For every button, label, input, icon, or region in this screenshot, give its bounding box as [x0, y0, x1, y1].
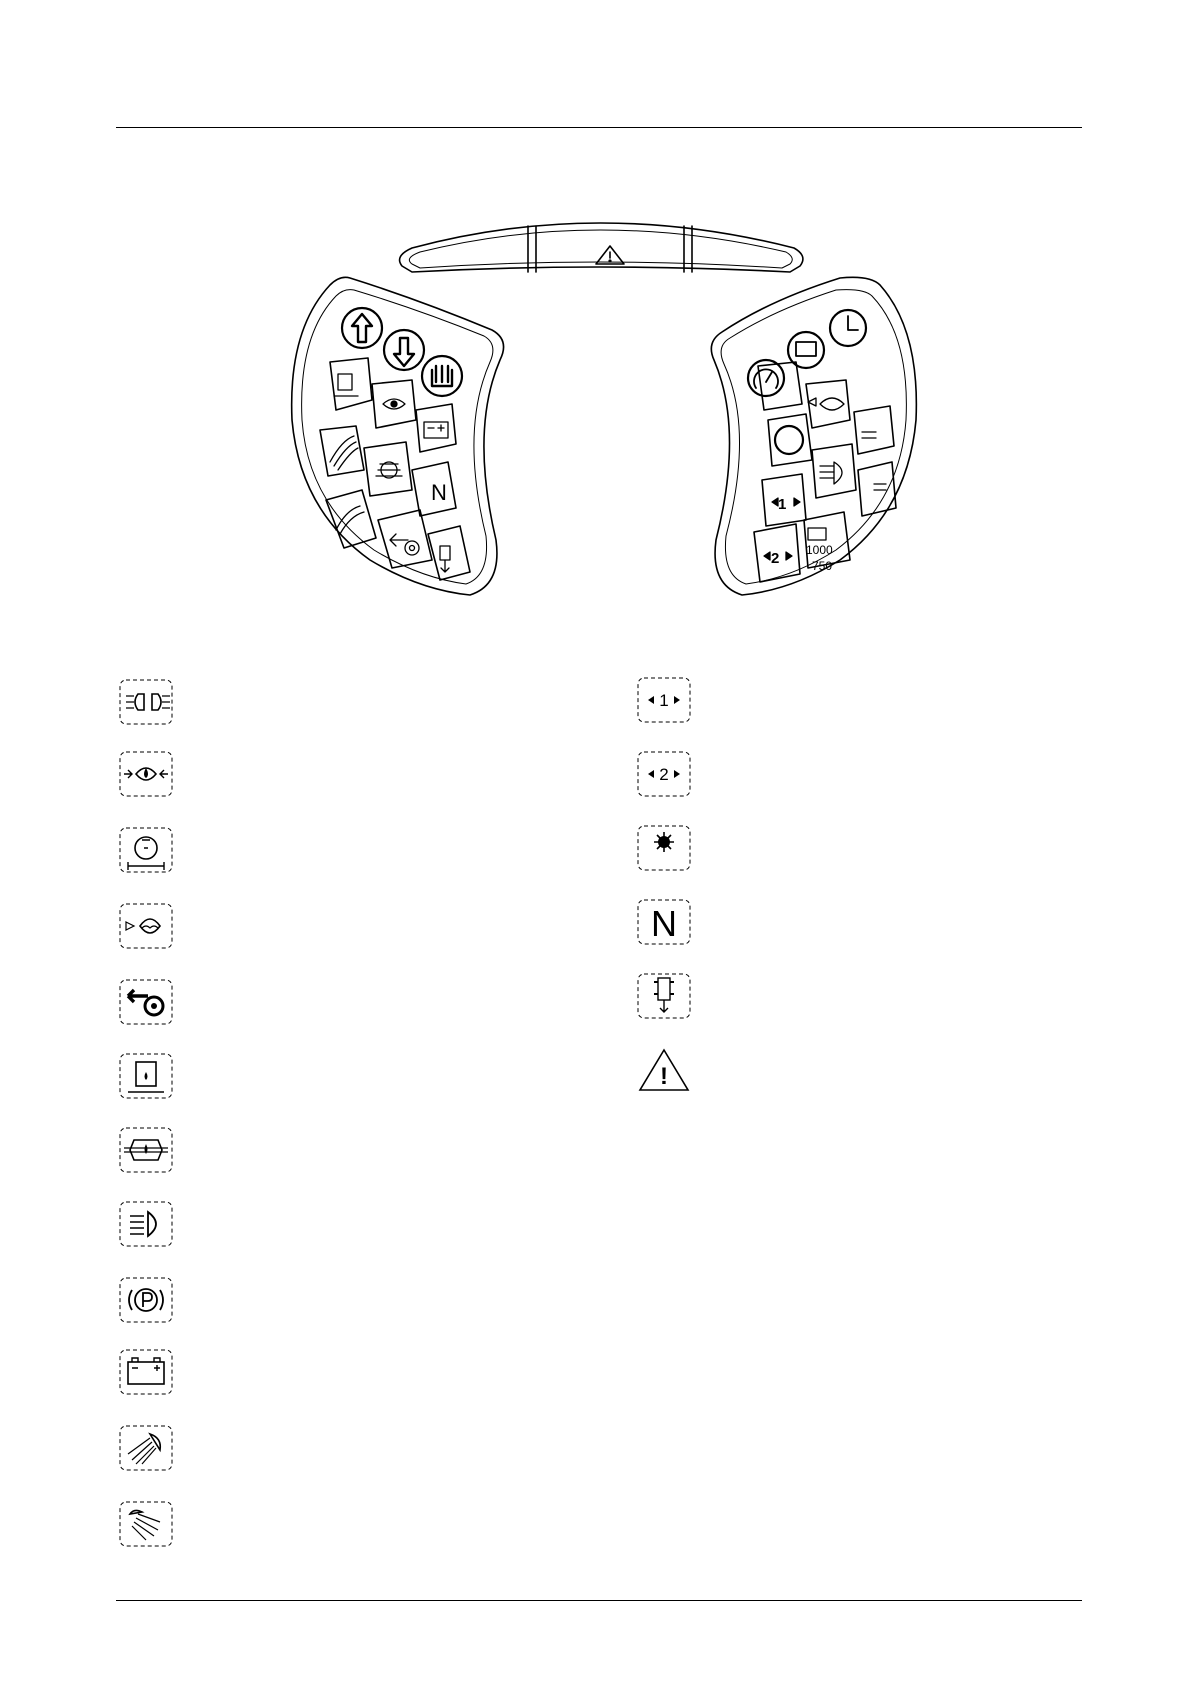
warning-triangle-legend-icon — [636, 1046, 692, 1094]
fuel-filter-water-icon — [118, 1052, 174, 1100]
neutral-icon — [636, 898, 692, 946]
range-1-legend-label: 1 — [659, 691, 669, 710]
range-1-icon — [636, 676, 692, 724]
neutral-label: N — [431, 480, 447, 505]
work-lights-icon — [118, 1424, 174, 1472]
transmission-oil-pressure-icon — [118, 1126, 174, 1174]
range-2-legend-label: 2 — [659, 765, 669, 784]
right-cluster — [711, 277, 916, 595]
top-warning-bar — [400, 223, 803, 272]
battery-charge-icon — [118, 1348, 174, 1396]
side-lights-icon — [118, 678, 174, 726]
work-lights-rear-icon — [118, 1500, 174, 1548]
turbo-oil-pressure-icon — [118, 826, 174, 874]
range-1-label: 1 — [778, 496, 787, 513]
pto-engaged-icon — [636, 824, 692, 872]
left-cluster — [292, 277, 504, 595]
coolant-level-icon — [118, 902, 174, 950]
engine-oil-pressure-icon — [118, 750, 174, 798]
neutral-legend-label: N — [651, 903, 677, 944]
air-filter-icon — [118, 978, 174, 1026]
pto-high-label: 1000 — [806, 543, 833, 557]
range-2-label: 2 — [771, 550, 780, 567]
warning-legend-label: ! — [660, 1063, 668, 1090]
footer-rule — [116, 1600, 1082, 1601]
instrument-panel-diagram — [0, 0, 1190, 660]
main-beam-icon — [118, 1200, 174, 1248]
pto-low-label: 750 — [812, 559, 833, 573]
parking-brake-icon — [118, 1276, 174, 1324]
range-2-icon — [636, 750, 692, 798]
four-wheel-drive-icon — [636, 972, 692, 1020]
